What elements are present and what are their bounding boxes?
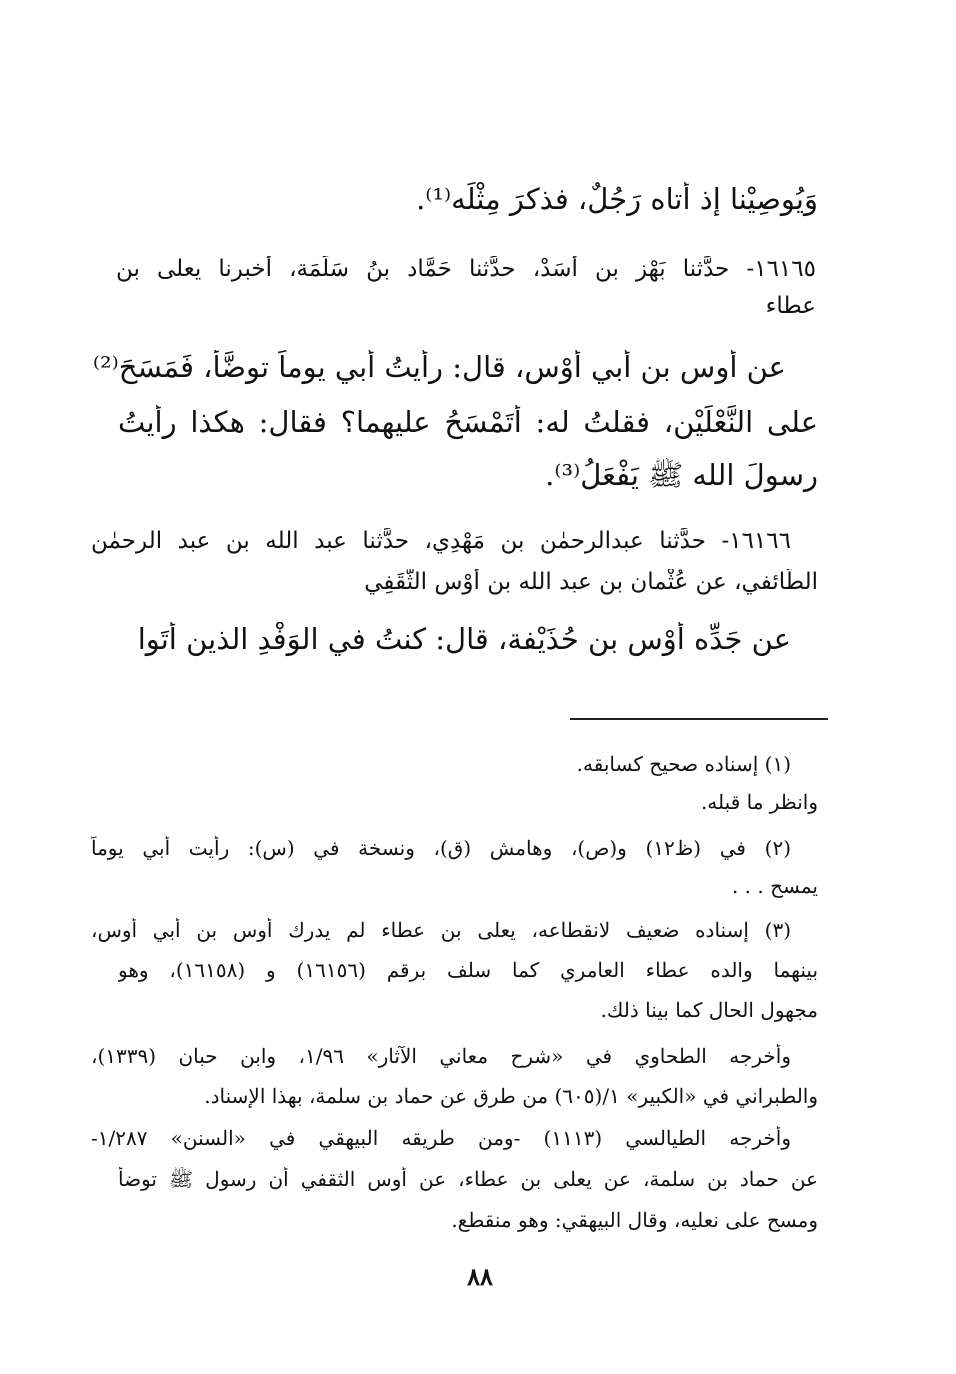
hadith-16165-isnad-line-2: عطاء bbox=[765, 293, 816, 319]
footnote-1-line-2: وانظر ما قبله. bbox=[700, 790, 818, 814]
hadith-16165-matn-line-1: عن أوس بنِ أبي أَوْس، قال: رأيتُ أبي يوماً توضَّأ، فَمَسَحَ⁽²⁾ bbox=[92, 350, 786, 384]
footnote-3-line-7: عن حماد بن سلمة، عن يعلى بن عطاء، عن أوس الثقفي أن رسول ﷺ توضأ bbox=[118, 1167, 818, 1191]
footnote-separator bbox=[570, 718, 828, 720]
footnote-3-line-1: (٣) إسناده ضعيف لانقطاعه، يعلى بن عطاء لم يدرك أوس بن أبي أوس، bbox=[91, 918, 791, 942]
page-number: ٨٨ bbox=[467, 1262, 493, 1291]
footnote-3-line-4: وأخرجه الطحاوي في «شرح معاني الآثار» ١/٩٦، وابن حبان (١٣٣٩)، bbox=[91, 1044, 791, 1068]
hadith-16166-isnad-line-2: الطَّائفي، عن عُثْمان بن عبد الله بن أَوْس الثَّقَفِي bbox=[364, 569, 818, 595]
footnote-1-line-1: (١) إسناده صحيح كسابقه. bbox=[576, 752, 791, 776]
footnote-3-line-3: مجهول الحال كما بينا ذلك. bbox=[600, 998, 818, 1022]
footnote-3-line-8: ومسح على نعليه، وقال البيهقي: وهو منقطع. bbox=[451, 1208, 818, 1232]
main-line-1: وَيُوصِيْنا إذ أتاه رَجُلٌ، فذكرَ مِثْلَه⁽¹⁾. bbox=[416, 182, 818, 216]
footnote-2-line-1: (٢) في (ظ١٢) و(ص)، وهامش (ق)، ونسخة في (س): رأيت أبي يوماً bbox=[91, 836, 791, 860]
hadith-16165-matn-line-3: رسولَ الله ﷺ يَفْعَلُ⁽³⁾. bbox=[545, 458, 818, 492]
footnote-3-line-6: وأخرجه الطيالسي (١١١٣) -ومن طريقه البيهقي في «السنن» ١/٢٨٧- bbox=[91, 1126, 791, 1150]
hadith-16165-isnad-line-1: ١٦١٦٥- حدَّثنا بَهْز بن أَسَدْ، حدَّثنا حَمَّاد بنُ سَلَمَة، أخبرنا يعلى بن bbox=[116, 256, 816, 282]
hadith-16166-matn-line-1: عن جَدِّه أَوْس بن حُذَيْفة، قال: كنتُ في الوَفْدِ الذين أَتَوا bbox=[137, 622, 791, 656]
footnote-2-line-2: يمسح . . . bbox=[731, 874, 818, 898]
footnote-3-line-2: بينهما والده عطاء العامري كما سلف برقم (١٦١٥٦) و (١٦١٥٨)، وهو bbox=[118, 958, 818, 982]
hadith-16166-isnad-line-1: ١٦١٦٦- حدَّثنا عبدالرحمٰن بن مَهْدِي، حدَّثنا عبد الله بن عبد الرحمٰن bbox=[91, 528, 791, 554]
hadith-16165-matn-line-2: على النَّعْلَيْنِ، فقلتُ له: أَتَمْسَحُ عليهما؟ فقال: هكذا رأيتُ bbox=[118, 405, 818, 439]
footnote-3-line-5: والطبراني في «الكبير» ١/(٦٠٥) من طرق عن حماد بن سلمة، بهذا الإسناد. bbox=[204, 1084, 818, 1108]
